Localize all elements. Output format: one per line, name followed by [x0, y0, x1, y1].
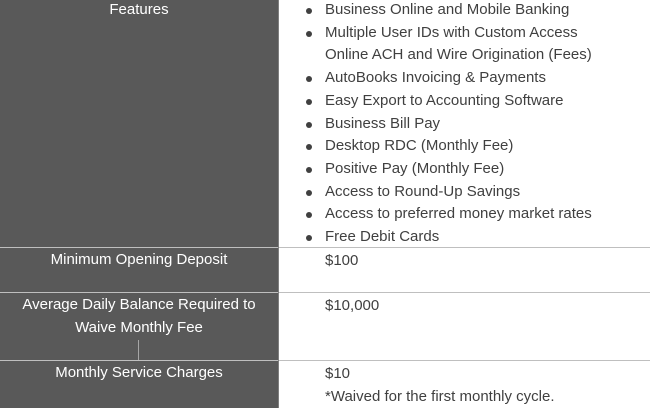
feature-text: AutoBooks Invoicing & Payments — [325, 69, 546, 87]
feature-text: Online ACH and Wire Origination (Fees) — [325, 46, 592, 64]
features-label: Features — [109, 1, 169, 18]
bullet-icon — [306, 235, 312, 241]
list-item — [302, 0, 592, 22]
service-charges-label: Monthly Service Charges — [55, 364, 223, 381]
bullet-icon — [306, 76, 312, 82]
feature-text: Access to preferred money market rates — [325, 205, 592, 223]
list-item — [302, 203, 592, 226]
feature-text: Easy Export to Accounting Software — [325, 91, 564, 109]
features-label-cell — [0, 0, 278, 247]
list-item — [302, 226, 592, 249]
bullet-icon — [306, 212, 312, 218]
list-item — [302, 44, 592, 67]
service-charges-note: *Waived for the first monthly cycle. — [325, 387, 555, 405]
bullet-icon — [306, 99, 312, 105]
minimum-deposit-label-cell — [0, 248, 278, 292]
bullet-icon — [306, 167, 312, 173]
bullet-icon — [306, 144, 312, 150]
features-list — [302, 0, 592, 249]
list-item — [302, 181, 592, 204]
list-item — [302, 135, 592, 158]
column-divider — [278, 0, 279, 408]
list-item — [302, 22, 592, 45]
minimum-deposit-value: $100 — [325, 252, 359, 269]
average-balance-label-line2: Waive Monthly Fee — [75, 318, 203, 336]
feature-text: Business Online and Mobile Banking — [325, 1, 570, 18]
service-charges-amount: $10 — [325, 365, 351, 382]
average-balance-label-cell — [0, 293, 278, 360]
bullet-icon — [306, 8, 312, 14]
service-charges-label-cell — [0, 361, 278, 408]
bullet-icon — [306, 31, 312, 37]
list-item — [302, 113, 592, 136]
bullet-icon — [306, 122, 312, 128]
average-balance-value: $10,000 — [325, 297, 380, 314]
list-item — [302, 90, 592, 113]
feature-text: Multiple User IDs with Custom Access — [325, 23, 578, 41]
list-item — [302, 67, 592, 90]
cell-divider-stub — [138, 340, 139, 360]
service-charges-value — [325, 363, 555, 408]
minimum-deposit-label: Minimum Opening Deposit — [50, 251, 228, 268]
feature-text: Business Bill Pay — [325, 114, 441, 132]
list-item — [302, 158, 592, 181]
feature-text: Access to Round-Up Savings — [325, 182, 521, 200]
average-balance-label-line1: Average Daily Balance Required to — [22, 296, 256, 313]
feature-text: Desktop RDC (Monthly Fee) — [325, 137, 514, 155]
feature-text: Positive Pay (Monthly Fee) — [325, 159, 505, 177]
feature-text: Free Debit Cards — [325, 228, 440, 246]
bullet-icon — [306, 190, 312, 196]
